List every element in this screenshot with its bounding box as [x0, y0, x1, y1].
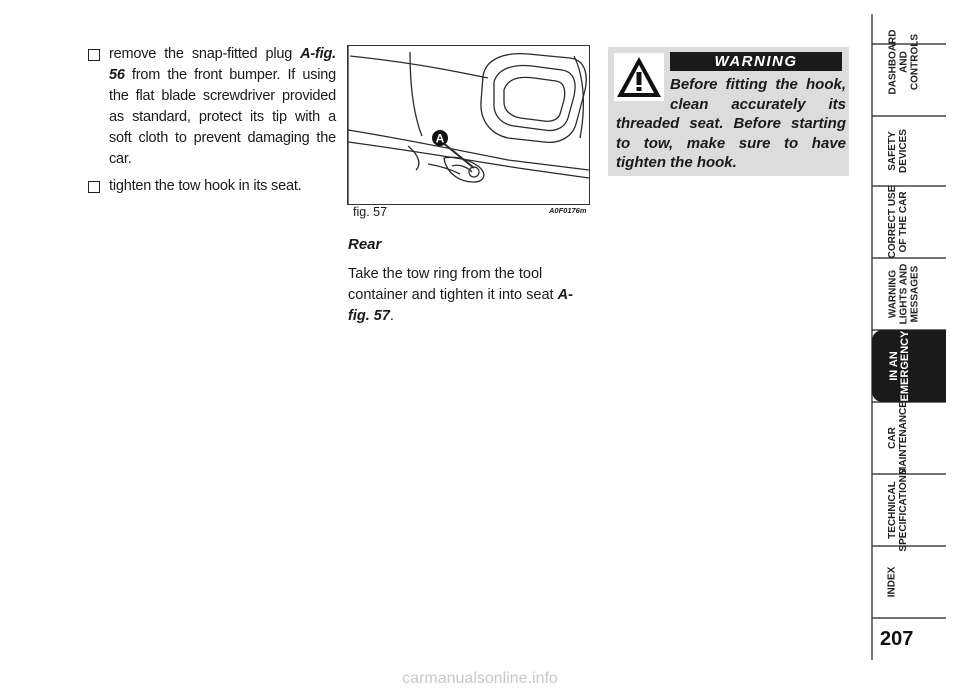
warning-title: WARNING	[670, 52, 842, 71]
list-item-text: remove the snap-fitted plug A-fig. 56 from the front bumper. If using the flat blade screwdriver provided as standard, protect its tip with a soft cloth to prevent damaging the car.	[109, 46, 336, 167]
tab-warning-lights[interactable]: WARNING LIGHTS AND MESSAGES	[887, 263, 921, 325]
figure-caption: fig. 57	[353, 205, 388, 219]
tab-in-an-emergency[interactable]: IN AN EMERGENCY	[888, 330, 911, 402]
rear-bumper-illustration	[348, 46, 589, 204]
figure-reference: A-fig. 56	[109, 46, 336, 83]
tabs-outline	[868, 0, 960, 692]
warning-triangle-icon	[614, 53, 664, 101]
chapter-tabs	[868, 0, 960, 692]
tab-technical-specifications[interactable]: TECHNICAL SPECIFICATIONS	[887, 468, 909, 552]
watermark: carmanualsonline.info	[402, 670, 558, 687]
tab-car-maintenance[interactable]: CAR MAINTENANCE	[887, 401, 909, 475]
warning-text-continued: threaded seat. Before starting to tow, make sure to have tighten the hook.	[616, 115, 846, 171]
tab-index[interactable]: INDEX	[886, 566, 898, 598]
tab-dashboard-and-controls[interactable]: DASHBOARD AND CONTROLS	[887, 29, 921, 95]
checkbox-bullet-icon	[88, 181, 100, 193]
tab-correct-use[interactable]: CORRECT USE OF THE CAR	[887, 185, 909, 259]
section-body: Take the tow ring from the tool container and tighten it into seat A-fig. 57.	[348, 266, 573, 324]
warning-box	[608, 47, 849, 176]
figure-reference: A-fig. 57	[348, 287, 573, 324]
warning-text: Before fitting the hook, clean accurately its	[670, 76, 846, 113]
tow-hook-figure	[347, 45, 590, 205]
list-item	[88, 176, 336, 197]
figure-code: A0F0176m	[549, 206, 587, 215]
list-item	[88, 44, 336, 170]
section-heading: Rear	[348, 236, 382, 253]
tab-safety-devices[interactable]: SAFETY DEVICES	[887, 129, 909, 173]
callout-marker-label: A	[435, 131, 445, 146]
instruction-list	[88, 44, 336, 203]
page-number: 207	[880, 628, 914, 650]
checkbox-bullet-icon	[88, 49, 100, 61]
list-item-text: tighten the tow hook in its seat.	[109, 178, 302, 194]
